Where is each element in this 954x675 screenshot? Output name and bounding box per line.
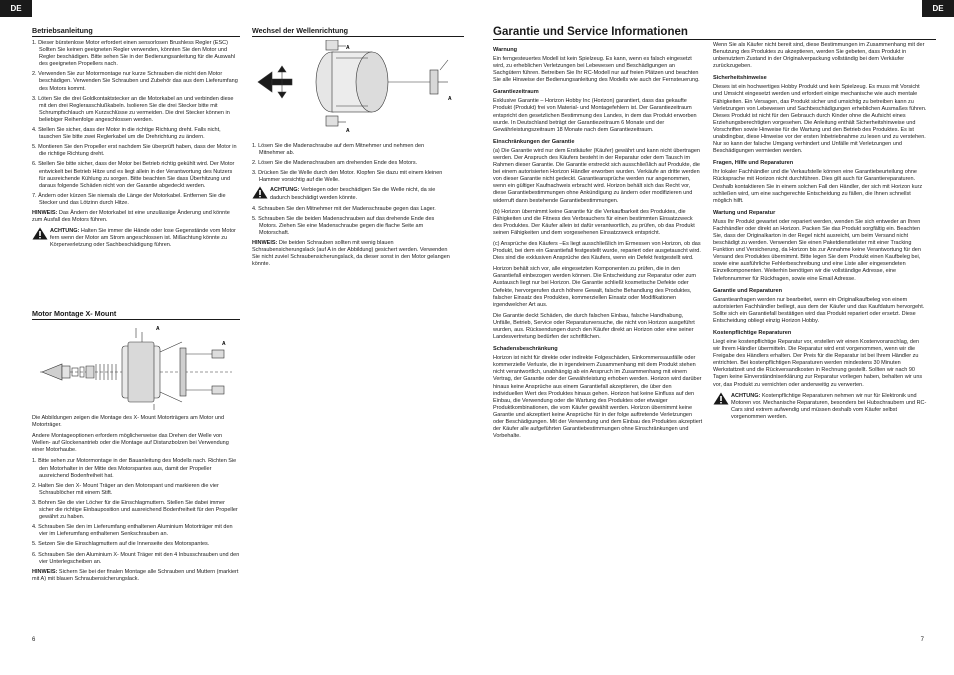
fig-label-a-bottom: A [346,128,350,134]
section-paragraph: Horizon behält sich vor, alle eingesetzten Komponenten zu prüfen, die in den Garantiefall einbezogen werden können. Die Entscheidung zur Reparatur oder zum Austausch liegt nur bei Horizon. Die Garantie schließt kosmetische Defekte oder Defekte, hervorgerufen durch höhere Gewalt, falsche Behandlung des Produktes, falscher Einsatz des Produktes, kommerziellen Einsatz oder Modifikationen irgendwelcher Art aus. [493,266,697,308]
mount-steps-list [32,458,240,565]
section-heading: Kostenpflichtige Reparaturen [713,330,792,336]
warning-triangle-icon [713,392,729,405]
section-paragraph: (a) Die Garantie wird nur dem Erstkäufer (Käufer) gewährt und kann nicht übertragen werden. Der Anspruch des Käufers besteht in der Reparatur oder dem Tausch im Rahmen dieser Garantie. Die Garantie erstreckt sich ausschließlich auf Produkte, die bei einem autorisierten Horizon Händler erworben wurden. Verkäufe an dritte werden von dieser Garantie nicht gedeckt. Garantieansprüche werden nur angenommen, wenn ein gültiger Kaufnachweis erbracht wird. Horizon behält sich das Recht vor, diese Garantiebestimmungen ohne Ankündigung zu ändern oder modifizieren und widerruft dann bestehende Garantiebestimmungen. [493,147,700,204]
language-tab-right: DE [922,0,954,17]
list-item: 2. Halten Sie den X- Mount Träger an den Motorspant und markieren die vier Schraublöcher mit einem Stift. [32,482,219,496]
column-operating-instructions [32,27,240,253]
heading-wellenrichtung: Wechsel der Wellenrichtung [252,27,464,37]
section-heading: Fragen, Hilfe und Reparaturen [713,160,794,167]
section-paragraph: Dieses ist ein hochwertiges Hobby Produkt und kein Spielzeug. Es muss mit Vorsicht und Umsicht eingesetzt werden und erfordert einige mechanische wie auch mentale Fähigkeiten. Ein Versagen, das Produkt sicher und umsichtig zu betreiben kann zu Verletzungen von Lebewesen und Sachbeschädigungen erheblichen Ausmaßes führen. Dieses Produkt ist nicht für den Gebrauch durch Kinder ohne die Aufsicht eines Erziehungsberechtigten vorgesehen. Die Anleitung enthält Sicherheitshinweise und Vorschriften sowie Hinweise für die Wartung und den Betrieb des Produktes. Es ist unabdingbar, diese Hinweise vor der ersten Inbetriebnahme zu lesen und zu verstehen. Nur so kann der falsche Umgang verhindert und Unfälle mit Verletzungen und Beschädigungen vermieden werden. [713,84,927,155]
section-paragraph: Liegt eine kostenpflichtige Reparatur vor, erstellen wir einen Kostenvoranschlag, den wir Ihrem Händler übermitteln. Die Reparatur wird erst vorgenommen, wenn wir die Freigabe des Händlers erhalten. Der Preis für die Reparatur ist bei Ihrem Händler zu entrichten. Bei kostenpflichtigen Reparaturen werden mindestens 30 Minuten Werkstattzeit und die Rückversandkosten in Rechnung gestellt. Sollten wir nach 90 Tagen keine Einverständniserklärung zur Reparatur vorliegen haben, behalten wir uns vor, das Produkt zu vernichten oder anderweitig zu verwerten. [713,339,923,388]
achtung-repair-warning: ACHTUNG: Kostenpflichtige Reparaturen nehmen wir nur für Elektronik und Motoren vor. Mechanische Reparaturen, besonders bei Hubschraubern und RC-Cars sind extrem aufwendig und müssen deshalb vom Käufer selbst vorgenommen werden. [713,393,927,421]
page-number-right: 7 [920,637,924,643]
warning-triangle-icon [252,186,268,199]
section-paragraph: Garantieanfragen werden nur bearbeitet, wenn ein Originalkaufbeleg von einem autorisierten Fachhändler beiliegt, aus dem der Käufer und das Kaufdatum hervorgeht. Sollte sich ein Garantiefall bestätigen wird das Produkt repariert oder ersetzt. Diese Entscheidung obliegt einzig Horizon Hobby. [713,296,925,324]
section-heading: Garantie und Reparaturen [713,287,783,294]
list-item: 5. Schrauben Sie die beiden Madenschrauben auf das drehende Ende des Motors. Ziehen Sie eine Madenschraube gegen die flache Seite am Motorschaft. [252,215,435,236]
section-heading: Garantiezeitraum [493,89,539,96]
section-paragraph: Horizon ist nicht für direkte oder indirekte Folgeschäden, Einkommensausfälle oder kommerzielle Verluste, die in irgendeinem Zusammenhang mit dem Produkt stehen nicht verantwortlich, unabhängig ab ein Anspruch im Zusammenhang mit einem Vertrag, der Garantie oder der Gewährleistung erhoben werden. Horizon wird darüber hinaus keine Ansprüche aus einem Garantiefall akzeptieren, die über den individuellen Wert des Produktes hinaus gehen. Horizon hat keine Einfluss auf den Einbau, die Verwendung oder die Wartung des Produktes oder etwaiger Produktkombinationen, die vom Käufer gewählt werden. Horizon übernimmt keine Garantie und akzeptiert keine Ansprüche für in der folge auftretende Verletzungen oder Beschädigungen. Mit der Verwendung und dem Einbau des Produktes akzeptiert der Käufer alle aufgeführten Garantiebestimmungen ohne Einschränkungen und Vorbehalte. [493,355,703,440]
shaft-steps-list [252,143,450,184]
column-motor-mount [32,415,240,587]
list-item: 3. Drücken Sie die Welle durch den Motor. Klopfen Sie dazu mit einem kleinen Hammer vorsichtig auf die Welle. [252,170,443,184]
section-paragraph: (b) Horizon übernimmt keine Garantie für die Verkaufbarkeit des Produktes, die Fähigkeiten und die Fitness des Verbrauchers für einen bestimmten Einsatzzweck des Produktes. Der Käufer allein ist dafür verantwortlich, zu prüfen, ob das Produkt seinen Fähigkeiten und dem vorgesehenen Einsatzzweck entspricht. [493,208,695,236]
list-item: 7. Ändern oder kürzen Sie niemals die Länge der Motorkabel. Entfernen Sie die Stecker und das Lötzinn durch Hitze. [32,192,226,206]
hinweis-note-2: HINWEIS: Sichern Sie bei der finalen Montage alle Schrauben und Muttern (markiert mit A) mit blauen Schraubensicherungslack. [32,568,239,582]
section-heading: Wartung und Reparatur [713,209,776,216]
list-item: 6. Schrauben Sie den Aluminium X- Mount Träger mit den 4 Inbusschrauben und den vier Unterlegscheiben an. [32,551,240,565]
list-item: 4. Schrauben Sie den Mitnehmer mit der Madenschraube gegen das Lager. [252,205,436,212]
mount-intro-2: Andere Montageoptionen erfordern möglicherweise das Drehen der Welle von Wellen- auf Glockenantrieb oder die Montage auf Distanzbolzen bei Verwendung einer Motorhaube. [32,433,229,454]
list-item: 1. Lösen Sie die Madenschraube auf dem Mitnehmer und nehmen den Mitnehmer ab. [252,143,425,157]
list-item: 4. Stellen Sie sicher, dass der Motor in die richtige Richtung dreht. Falls nicht, tauschen Sie bitte zwei Reglerkabel um die Drehrichtung zu ändern. [32,127,221,141]
fig-label-a: A [156,326,160,332]
heading-betriebsanleitung: Betriebsanleitung [32,27,240,37]
service-sections [713,75,927,388]
list-item: 2. Verwenden Sie zur Motormontage nur kurze Schrauben die nicht den Motor beschädigen. Verwenden Sie Schrauben und Zubehör das aus dem Lieferumfang des Motors kommt. [32,71,238,92]
list-item: 3. Löten Sie die drei Goldkontaktstecker an die Motorkabel an und verbinden diese mit den drei Reglerasschlußkabeln. Isolieren Sie die drei Stecker bitte mit Schrumpfschlauch um Kurzschlüsse zu vermeiden. Die drei Stecker können in beliebiger Reihenfolge angeschlossen werden. [32,95,234,123]
shaft-reversal-diagram [252,40,464,138]
list-item: 6. Stellen Sie bitte sicher, dass der Motor bei Betrieb richtig gekühlt wird. Der Motor entwickelt bei Betrieb Hitze und es liegt allein in der Verantwortung des Nutzers für ausreichende Kühlung zu sorgen. Bitte beachten Sie dass Überhitzung und daraus folgende Schäden nicht von der Garantie abgedeckt werden. [32,161,235,189]
language-tab-left: DE [0,0,32,17]
section-heading: Einschränkungen der Garantie [493,138,575,145]
section-heading: Sicherheitshinweise [713,75,767,82]
fig-label-a-right: A [448,96,452,102]
section-paragraph: Die Garantie deckt Schäden, die durch falschen Einbau, falsche Handhabung, Unfälle, Betrieb, Service oder Reparaturversuche, die nicht von Horizon ausgeführt wurden, aus. Rücksendungen durch den Käufer direkt an Horizon oder eine seiner Landesvertretung bedürfen der schriftlichen. [493,312,695,341]
list-item: 5. Setzen Sie die Einschlagmuttern auf die Innenseite des Motorspantes. [32,541,210,548]
fig-label-a-2: A [222,341,226,347]
list-item: 2. Lösen Sie die Madenschrauben am drehenden Ende des Motors. [252,160,418,167]
list-item: 3. Bohren Sie die vier Löcher für die Einschlagmuttern. Stellen Sie dabei immer sicher die richtige Einbauposition und ausreichend Bodenfreiheit für den Propeller gewährt zu haben. [32,499,238,521]
achtung-shaft-warning: ACHTUNG: Verbiegen oder beschädigen Sie die Welle nicht, da sie dadurch beschädigt werden könnte. [252,187,450,201]
section-paragraph: Muss Ihr Produkt gewartet oder repariert werden, wenden Sie sich entweder an Ihren Fachhändler oder direkt an Horizon. Packen Sie das Produkt sorgfältig ein. Beachten Sie, dass der Originalkarton in der Regel nicht ausreicht, um beim Versand nicht beschädigt zu werden. Verwenden Sie einen Paketdienstleister mit einer Tracking Funktion und Versicherung, da Horizon bis zur Annahme keine Verantwortung für den Versand des Produktes übernimmt. Bitte legen Sie dem Produkt einen Kaufbeleg bei, sowie eine ausführliche Fehlerbeschreibung und eine Liste aller eingesendeten Einzelkomponenten. Weiterhin benötigen wir die vollständige Adresse, eine Telefonnummer für Rückfragen, sowie eine Email Adresse. [713,218,921,282]
fig-label-a-top: A [346,45,350,51]
instruction-list [32,40,240,207]
service-intro: Wenn Sie als Käufer nicht bereit sind, diese Bestimmungen im Zusammenhang mit der Benutzung des Produktes zu akzeptieren, werden Sie gebeten, dass Produkt in unbenutztem Zustand in der Originalverpackung vollständig bei dem Verkäufer zurückzugeben. [713,42,925,70]
column-shaft-steps [252,143,450,272]
column-service [713,42,927,425]
heading-motor-montage: Motor Montage X- Mount [32,310,240,320]
shaft-steps-list-2 [252,206,450,237]
section-paragraph: Ihr lokaler Fachhändler und die Verkaufstelle können eine Garantiebeurteilung ohne Rücksprache mit Horizon nicht durchführen. Dies gilt auch für Garantiereparaturen. Deshalb kontaktieren Sie in einem solchen Fall den Händler, der sich mit Horizon kurz schließen wird, um eine sachgerechte Entscheidung zu fällen, die Ihnen schnellst möglich hilft. [713,169,923,204]
x-mount-exploded-diagram [32,322,240,412]
list-item: 4. Schrauben Sie den im Lieferumfang enthaltenen Aluminium Motorträger mit den vier im Lieferumfang enthaltenen Senkschrauben an. [32,524,233,538]
section-heading: Warnung [493,47,518,53]
mount-intro-1: Die Abbildungen zeigen die Montage des X- Mount Motorträgers am Motor und Motorträger. [32,415,224,429]
warning-triangle-icon [32,227,48,240]
section-paragraph: Exklusive Garantie – Horizon Hobby Inc (Horizon) garantiert, dass das gekaufte Produkt (Produkt) frei von Material- und Montagefehlern ist. Der Garantiezeitraum entspricht den gesetzlichen Bestimmung des Landes, in dem das Produkt erworben wurde. In Deutschland beträgt der Garantiezeitraum 6 Monate und der Gewährleistungszeitraum 18 Monate nach dem Garantiezeitraum. [493,98,697,133]
list-item: 1. Bitte sehen zur Motormontage in der Bauanleitung des Modells nach. Richten Sie den Motorhalter in der Mitte des Motorspantes aus, damit der Propeller ausreichend Bodenfreiheit hat. [32,458,237,479]
page-number-left: 6 [32,637,36,643]
list-item: 1. Dieser bürstenlose Motor erfordert einen sensorlosen Brushless Regler (ESC) Sollten Sie keinen geeigneten Regler verwenden, könnten Sie den Motor und Regler beschädigen. Bitte sehen Sie in der Bedienungsanleitung für die Auswahl des geeigneten Propellers nach. [32,40,235,68]
achtung-warning: ACHTUNG: Halten Sie immer die Hände oder lose Gegenstände vom Motor fern wenn der Motor am Strom angeschlossen ist. Mißachtung könnte zu Körperverletzung oder Sachbeschädigung führen. [32,228,240,249]
hinweis-shaft: HINWEIS: Die beiden Schrauben sollten mit wenig blauen Schraubensicherungslack (auf A in der Abbildung) gesichert werden. Verwenden Sie nicht zuviel Schraubensicherungslack, da dieser sonst in den Motor gelangen könnte. [252,240,450,268]
list-item: 5. Montieren Sie den Propeller erst nachdem Sie überprüft haben, dass der Motor in die richtige Richtung dreht. [32,144,237,158]
page-title: Garantie und Service Informationen [493,26,936,40]
section-paragraph: Ein ferngesteuertes Modell ist kein Spielzeug. Es kann, wenn es falsch eingesetzt wird, zu erheblichen Verletzungen bei Lebewesen und Beschädigungen an Sachgütern führen. Betreiben Sie Ihr RC-Modell nur auf freien Plätzen und beachten Sie alle Hinweise der Bedienungsanleitung des Modells wie auch der Fernsteuerung. [493,56,700,84]
section-heading: Schadensbeschränkung [493,346,558,353]
column-shaft-reversal [252,27,464,40]
column-warranty [493,42,703,444]
hinweis-note: HINWEIS: Das Ändern der Motorkabel ist eine unzulässige Änderung und könnte zum Ausfall des Motors führen. [32,209,230,224]
section-paragraph: (c) Ansprüche des Käufers –Es liegt ausschließlich im Ermessen von Horizon, ob das Produkt, bei dem ein Garantiefall festgestellt wurde, repariert oder ausgetauscht wird. Dies sind die exklusiven Ansprüche des Käufers, wenn ein Defekt festgestellt wird. [493,240,701,262]
